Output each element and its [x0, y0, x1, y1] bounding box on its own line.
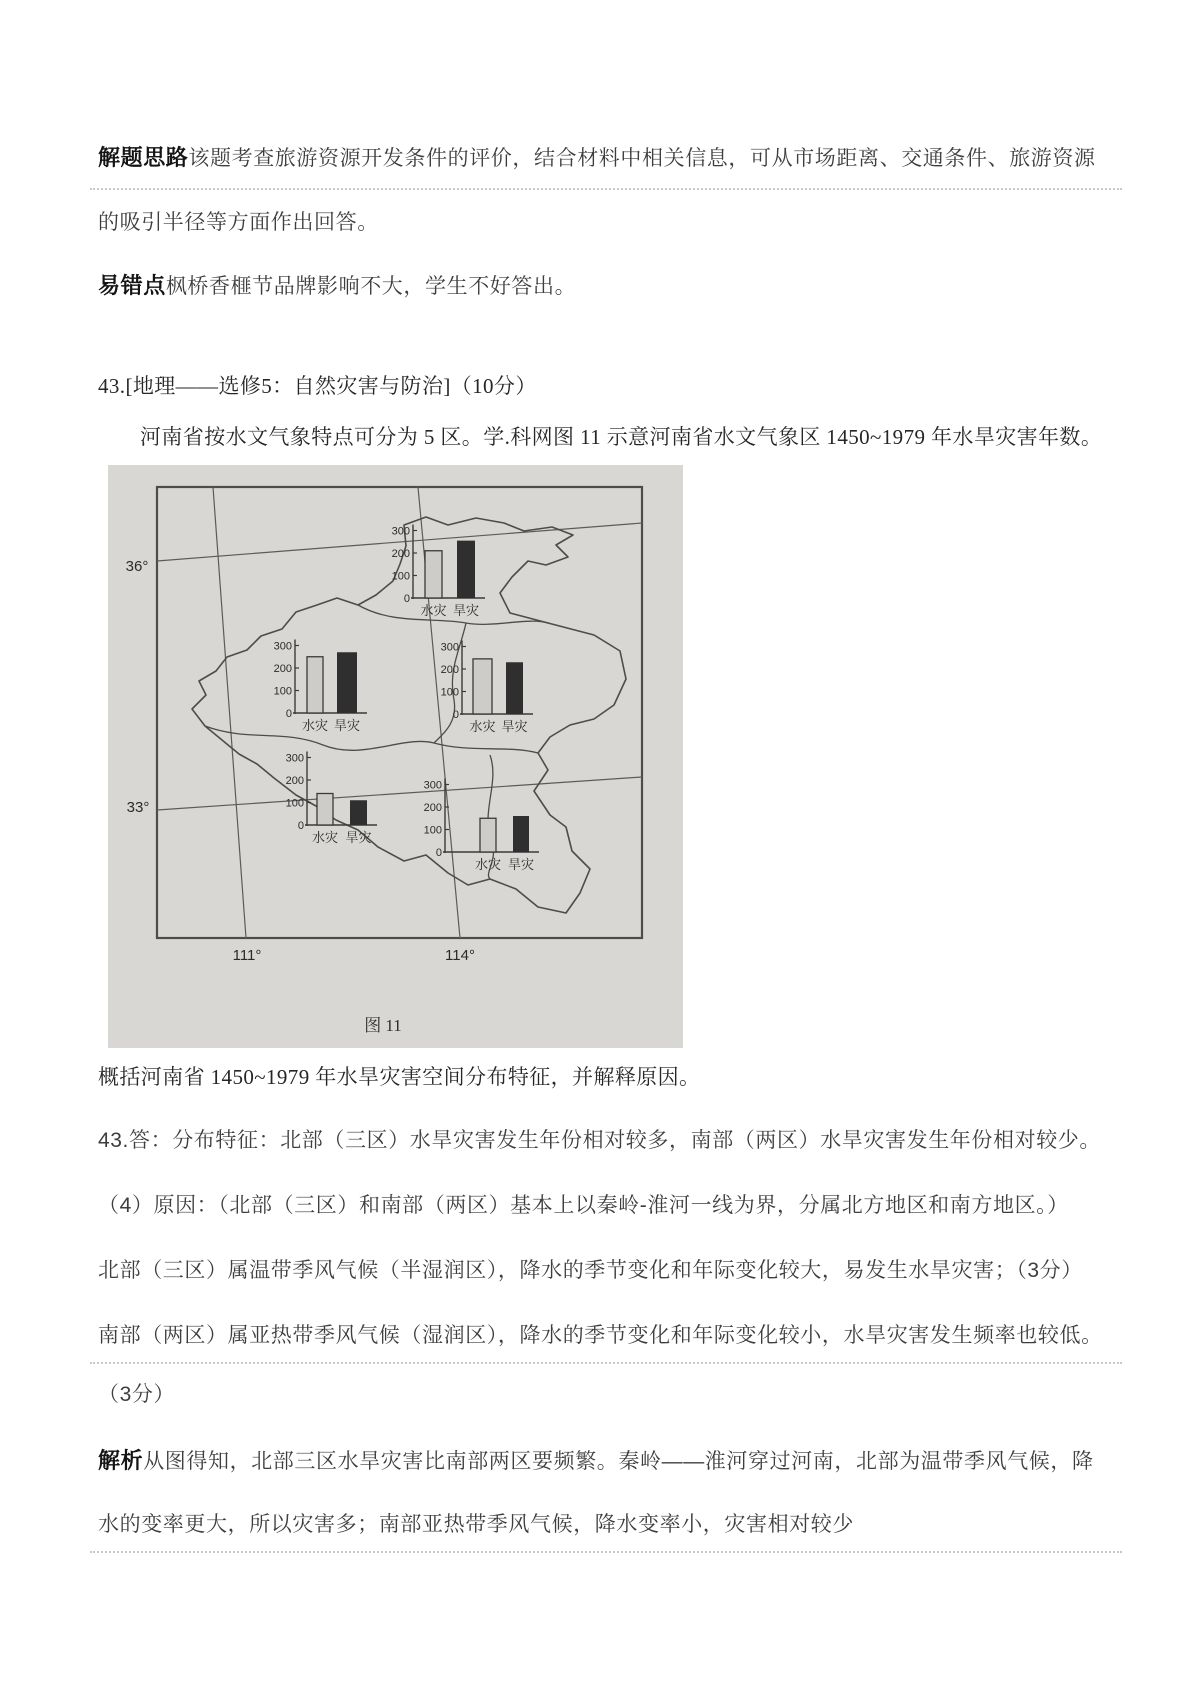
paragraph-jiexi: [98, 1447, 1094, 1475]
chart-tick-label: 200: [423, 802, 442, 814]
jiexi-cont-text: 水的变率更大，所以灾害多；南部亚热带季风气候，降水变率小，灾害相对较少: [98, 1513, 854, 1536]
longitude-111-label: 111°: [232, 947, 262, 964]
longitude-114-label: 114°: [445, 947, 475, 964]
chart-category-label: 水灾: [420, 603, 447, 618]
answer-line-2-text: （4）原因：（北部（三区）和南部（两区）基本上以秦岭-淮河一线为界，分属北方地区和南方地区。）: [98, 1194, 1069, 1217]
dotted-separator: [90, 188, 1122, 190]
answer-line-1: [98, 1128, 1101, 1154]
chart-tick-label: 0: [403, 593, 410, 605]
jieti-siliu-label: 解题思路: [98, 145, 189, 170]
latitude-36-label: 36°: [125, 558, 149, 575]
answer-line-3-text: 北部（三区）属温带季风气候（半湿润区），降水的季节变化和年际变化较大，易发生水旱灾害；（3分）: [98, 1259, 1083, 1282]
flood-bar: [317, 794, 333, 826]
dotted-separator: [90, 1551, 1122, 1553]
chart-tick-label: 100: [273, 685, 292, 698]
chart-tick-label: 0: [285, 708, 292, 720]
dotted-separator: [90, 1362, 1122, 1364]
chart-tick-label: 100: [285, 797, 304, 810]
answer-line-2: [98, 1193, 1069, 1219]
figure-caption: 图 11: [364, 1016, 402, 1035]
question-43-intro: [140, 424, 1102, 450]
chart-category-label: 旱灾: [333, 718, 361, 733]
question-43-intro-text: 河南省按水文气象特点可分为 5 区。学.科网图 11 示意河南省水文气象区 1450~1979 年水旱灾害年数。: [140, 425, 1103, 449]
answer-line-3: [98, 1258, 1083, 1284]
paragraph-yicuodian: [98, 272, 576, 300]
chart-tick-label: 200: [440, 664, 459, 676]
answer-line-4: [98, 1323, 1103, 1349]
mini-chart-southeast: [424, 779, 539, 873]
mini-chart-east: [441, 641, 533, 735]
chart-tick-label: 300: [285, 752, 304, 765]
chart-category-label: 水灾: [469, 719, 496, 734]
chart-tick-label: 200: [273, 663, 292, 675]
chart-category-label: 旱灾: [507, 857, 535, 872]
yicuodian-label: 易错点: [98, 273, 166, 298]
chart-tick-label: 200: [391, 548, 410, 560]
drought-bar: [506, 662, 523, 714]
drought-bar: [337, 652, 357, 713]
chart-tick-label: 100: [391, 570, 410, 583]
chart-category-label: 旱灾: [501, 719, 528, 734]
drought-bar: [457, 541, 475, 598]
chart-tick-label: 300: [440, 641, 459, 654]
figure-11: [108, 465, 683, 1048]
chart-tick-label: 0: [452, 709, 459, 721]
flood-bar: [473, 659, 492, 714]
answer-line-1-text: 43.答：分布特征：北部（三区）水旱灾害发生年份相对较多，南部（两区）水旱灾害发生年份相对较少。: [98, 1129, 1101, 1152]
chart-tick-label: 300: [391, 525, 410, 538]
mini-chart-southwest: [286, 752, 377, 846]
latitude-33-line: [157, 777, 642, 810]
flood-bar: [307, 657, 323, 713]
chart-tick-label: 100: [440, 686, 459, 699]
flood-bar: [480, 818, 496, 852]
flood-bar: [425, 551, 442, 598]
latitude-33-label: 33°: [126, 799, 150, 816]
paragraph-jieti-cont: [98, 210, 379, 236]
chart-category-label: 水灾: [474, 857, 502, 872]
answer-line-5-text: （3分）: [98, 1383, 176, 1406]
jieti-siliu-text: 该题考查旅游资源开发条件的评价，结合材料中相关信息，可从市场距离、交通条件、旅游资源: [188, 147, 1096, 170]
chart-tick-label: 0: [435, 847, 442, 859]
question-43-title: [98, 373, 537, 399]
mini-charts-layer: [274, 525, 539, 873]
henan-map-svg: [108, 465, 683, 1048]
chart-category-label: 旱灾: [345, 830, 372, 845]
paragraph-jiexi-cont: [98, 1512, 854, 1538]
chart-category-label: 旱灾: [452, 603, 480, 618]
jiexi-text: 从图得知，北部三区水旱灾害比南部两区要频繁。秦岭——淮河穿过河南，北部为温带季风气候，降: [143, 1450, 1094, 1473]
jieti-cont-text: 的吸引半径等方面作出回答。: [98, 211, 379, 234]
answer-line-4-text: 南部（两区）属亚热带季风气候（湿润区），降水的季节变化和年际变化较小，水旱灾害发生频率也较低。: [98, 1324, 1103, 1347]
mini-chart-west: [274, 640, 367, 734]
chart-tick-label: 0: [297, 820, 304, 832]
drought-bar: [513, 816, 529, 852]
question-43-task-text: 概括河南省 1450~1979 年水旱灾害空间分布特征，并解释原因。: [98, 1065, 701, 1089]
chart-tick-label: 100: [423, 824, 442, 837]
yicuodian-text: 枫桥香榧节品牌影响不大，学生不好答出。: [165, 275, 577, 298]
chart-category-label: 水灾: [311, 830, 339, 845]
question-43-task: [98, 1064, 700, 1090]
question-43-title-text: 43.[地理——选修5：自然灾害与防治]（10分）: [98, 374, 537, 398]
drought-bar: [350, 800, 367, 825]
chart-tick-label: 300: [423, 779, 442, 792]
answer-line-5: [98, 1382, 175, 1408]
jiexi-label: 解析: [98, 1448, 144, 1473]
paragraph-jieti-siliu: [98, 144, 1096, 172]
chart-category-label: 水灾: [301, 718, 329, 733]
chart-tick-label: 200: [285, 775, 304, 787]
chart-tick-label: 300: [273, 640, 292, 653]
